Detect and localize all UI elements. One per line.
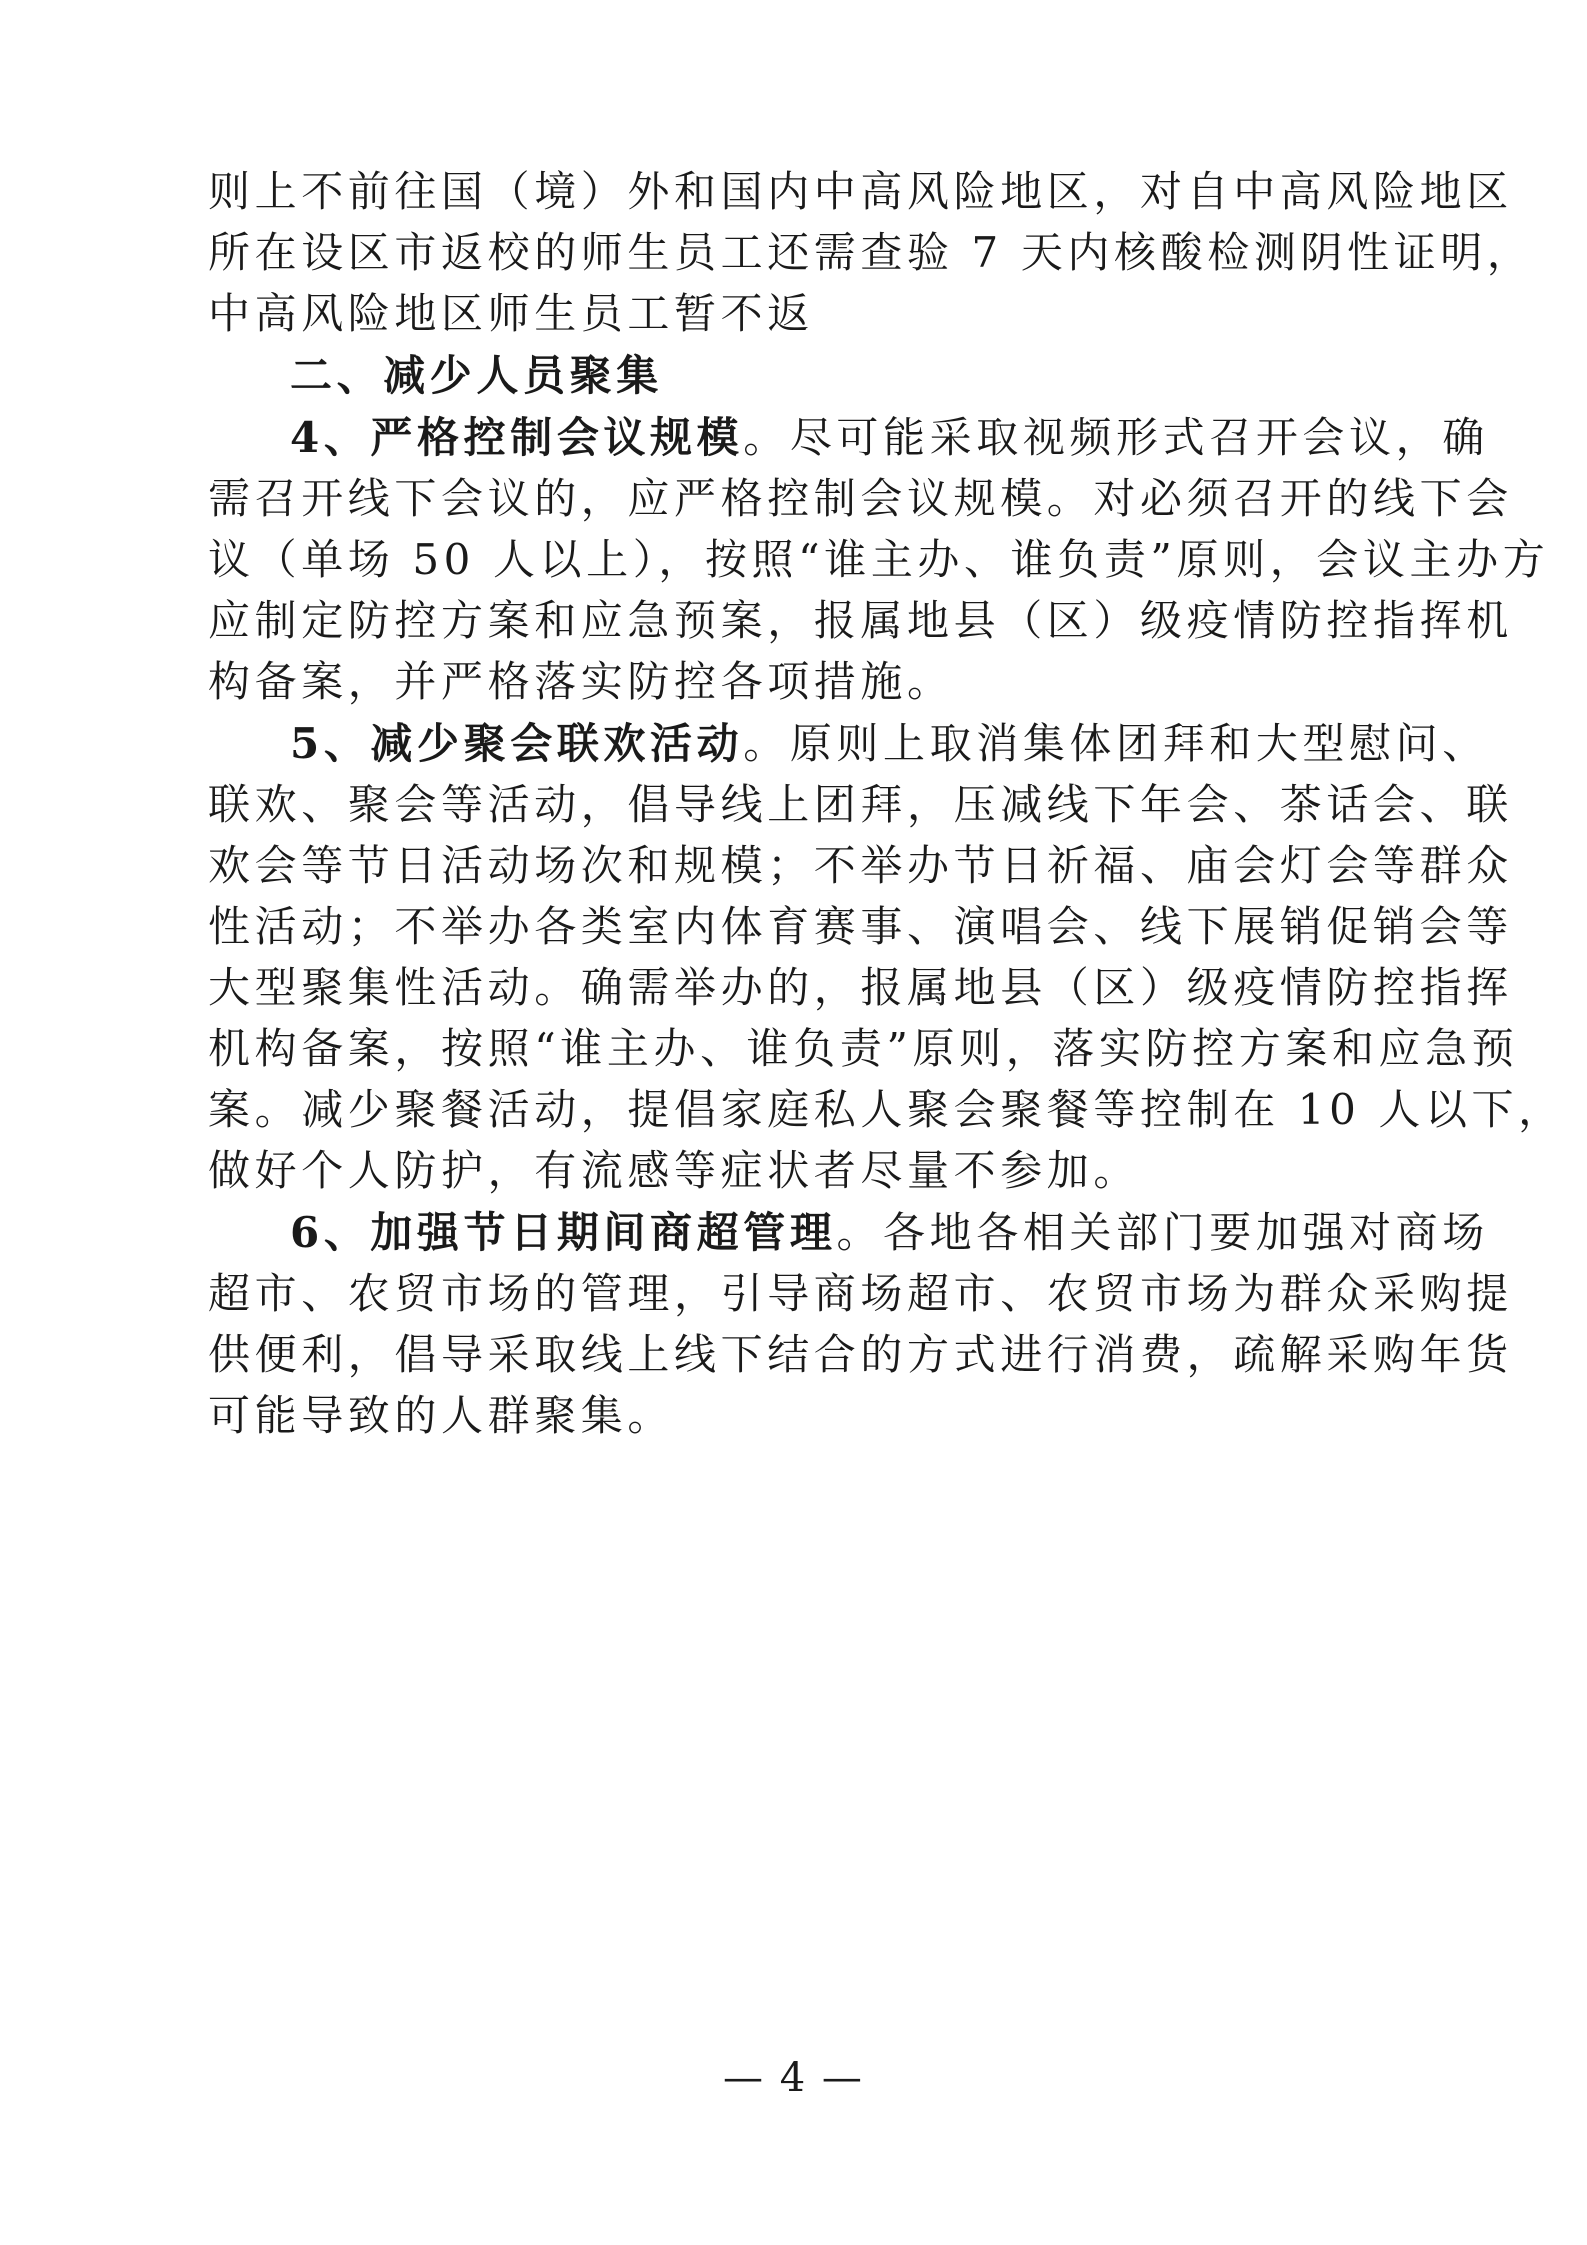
para3-line-1: 则上不前往国（境）外和国内中高风险地区，对自中高风险地区: [208, 167, 1513, 216]
item5-line: 欢会等节日活动场次和规模；不举办节日祈福、庙会灯会等群众: [208, 841, 1513, 890]
item5-line: 联欢、聚会等活动，倡导线上团拜，压减线下年会、茶话会、联: [208, 780, 1513, 829]
item4-first-rest: 。尽可能采取视频形式召开会议，确: [743, 413, 1489, 462]
item6-line: 可能导致的人群聚集。: [208, 1391, 675, 1440]
item4-lead: 4、严格控制会议规模: [290, 413, 744, 462]
item5-line: 案。减少聚餐活动，提倡家庭私人聚会聚餐等控制在 10 人以下，: [208, 1085, 1565, 1134]
para3-line-2: 所在设区市返校的师生员工还需查验 7 天内核酸检测阴性证明，: [208, 228, 1534, 277]
item5-first-rest: 。原则上取消集体团拜和大型慰问、: [743, 719, 1489, 768]
item6-lead: 6、加强节日期间商超管理: [290, 1208, 837, 1257]
para3-line-3: 中高风险地区师生员工暂不返: [208, 289, 814, 338]
item6-first-rest: 。各地各相关部门要加强对商场: [836, 1208, 1489, 1257]
item4-line: 议（单场 50 人以上），按照“谁主办、谁负责”原则，会议主办方: [208, 535, 1550, 584]
item5-first-line: [290, 714, 1489, 774]
item5-line: 做好个人防护，有流感等症状者尽量不参加。: [208, 1146, 1141, 1195]
item5-line: 性活动；不举办各类室内体育赛事、演唱会、线下展销促销会等: [208, 902, 1513, 951]
item5-line: 机构备案，按照“谁主办、谁负责”原则，落实防控方案和应急预: [208, 1024, 1519, 1073]
item4-line: 需召开线下会议的，应严格控制会议规模。对必须召开的线下会: [208, 474, 1513, 523]
item4-first-line: [290, 408, 1489, 468]
item6-line: 超市、农贸市场的管理，引导商场超市、农贸市场为群众采购提: [208, 1269, 1513, 1318]
item5-lead: 5、减少聚会联欢活动: [290, 719, 744, 768]
item4-line: 应制定防控方案和应急预案，报属地县（区）级疫情防控指挥机: [208, 596, 1513, 645]
item6-first-line: [290, 1203, 1489, 1263]
section-heading: 二、减少人员聚集: [290, 351, 663, 400]
item4-line: 构备案，并严格落实防控各项措施。: [208, 657, 954, 706]
item5-line: 大型聚集性活动。确需举办的，报属地县（区）级疫情防控指挥: [208, 963, 1513, 1012]
item6-line: 供便利，倡导采取线上线下结合的方式进行消费，疏解采购年货: [208, 1330, 1513, 1379]
page-number: — 4 —: [723, 2055, 864, 2101]
